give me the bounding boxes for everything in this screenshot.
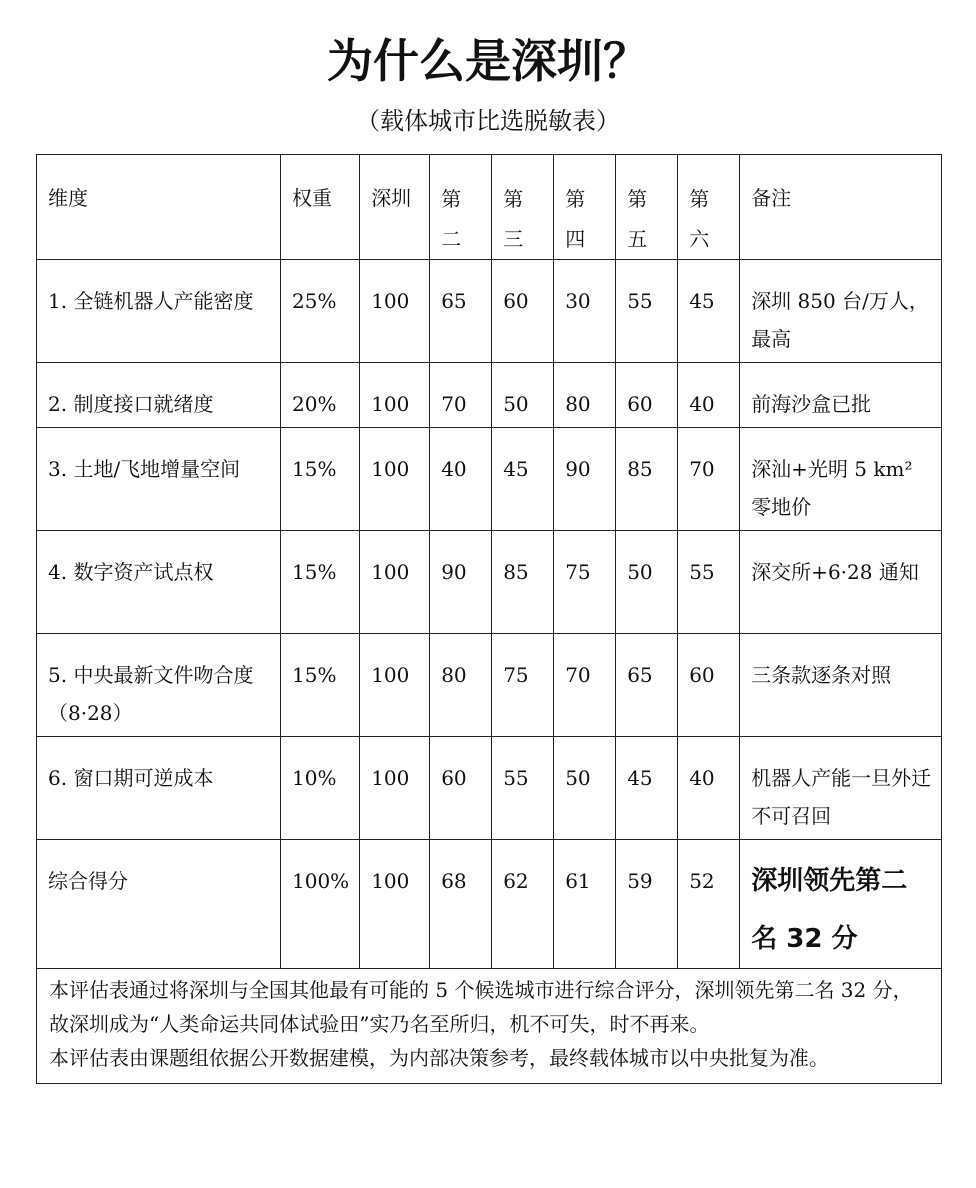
comparison-table (36, 154, 942, 1084)
row-dimension: 4. 数字资产试点权 (48, 560, 214, 584)
header-city-4: 第四 (565, 187, 586, 251)
total-score-city-3: 62 (503, 869, 529, 893)
score-city-5: 60 (627, 392, 653, 416)
total-score-city-6: 52 (689, 869, 715, 893)
score-shenzhen: 100 (371, 663, 410, 687)
total-score-city-2: 68 (441, 869, 467, 893)
score-city-2: 60 (441, 766, 467, 790)
table-row (37, 737, 942, 840)
row-note: 深圳 850 台/万人，最高 (751, 289, 929, 351)
row-dimension: 5. 中央最新文件吻合度（8·28） (48, 663, 254, 725)
row-note: 机器人产能一旦外迁不可召回 (751, 766, 932, 828)
total-weight: 100% (292, 869, 350, 893)
row-weight: 20% (292, 392, 337, 416)
row-dimension: 6. 窗口期可逆成本 (48, 766, 214, 790)
footnote-row (37, 969, 942, 1084)
total-label: 综合得分 (48, 869, 128, 893)
score-city-6: 55 (689, 560, 715, 584)
header-city-5: 第五 (627, 187, 648, 251)
footnote-paragraph-2: 本评估表由课题组依据公开数据建模，为内部决策参考，最终载体城市以中央批复为准。 (49, 1046, 829, 1070)
score-city-2: 65 (441, 289, 467, 313)
score-city-2: 90 (441, 560, 467, 584)
score-city-6: 40 (689, 766, 715, 790)
row-weight: 15% (292, 663, 337, 687)
footnote (37, 969, 941, 1083)
score-city-6: 40 (689, 392, 715, 416)
row-note: 深交所+6·28 通知 (751, 560, 919, 584)
row-weight: 15% (292, 560, 337, 584)
footnote-paragraph-1: 本评估表通过将深圳与全国其他最有可能的 5 个候选城市进行综合评分，深圳领先第二名 32 分，故深圳成为“人类命运共同体试验田”实乃名至所归，机不可失，时不再来。 (49, 978, 913, 1036)
score-city-3: 60 (503, 289, 529, 313)
score-city-6: 45 (689, 289, 715, 313)
score-city-6: 70 (689, 457, 715, 481)
score-city-5: 85 (627, 457, 653, 481)
score-city-4: 90 (565, 457, 591, 481)
total-row (37, 840, 942, 969)
score-city-5: 50 (627, 560, 653, 584)
score-city-2: 40 (441, 457, 467, 481)
score-shenzhen: 100 (371, 392, 410, 416)
table-row (37, 260, 942, 363)
score-shenzhen: 100 (371, 766, 410, 790)
total-note-highlight: 深圳领先第二名 32 分 (751, 866, 908, 954)
score-city-6: 60 (689, 663, 715, 687)
score-shenzhen: 100 (371, 457, 410, 481)
table-row (37, 634, 942, 737)
row-weight: 10% (292, 766, 337, 790)
table-row (37, 428, 942, 531)
score-city-2: 80 (441, 663, 467, 687)
page-title: 为什么是深圳？ (327, 34, 649, 88)
score-city-4: 80 (565, 392, 591, 416)
header-city-2: 第二 (441, 187, 462, 251)
header-city-3: 第三 (503, 187, 524, 251)
row-dimension: 1. 全链机器人产能密度 (48, 289, 254, 313)
score-city-4: 50 (565, 766, 591, 790)
table-row (37, 363, 942, 428)
header-shenzhen: 深圳 (371, 186, 412, 210)
score-city-3: 50 (503, 392, 529, 416)
row-note: 前海沙盒已批 (751, 392, 872, 416)
row-note: 深汕+光明 5 km² 零地价 (751, 457, 913, 519)
header-row (37, 155, 942, 260)
page-subtitle: （载体城市比选脱敏表） (356, 107, 620, 135)
score-shenzhen: 100 (371, 289, 410, 313)
total-score-city-4: 61 (565, 869, 591, 893)
score-city-5: 65 (627, 663, 653, 687)
score-city-2: 70 (441, 392, 467, 416)
row-dimension: 2. 制度接口就绪度 (48, 392, 214, 416)
score-city-3: 45 (503, 457, 529, 481)
header-dimension: 维度 (48, 186, 88, 210)
score-shenzhen: 100 (371, 560, 410, 584)
row-weight: 15% (292, 457, 337, 481)
row-dimension: 3. 土地/飞地增量空间 (48, 457, 241, 481)
score-city-5: 55 (627, 289, 653, 313)
header-note: 备注 (751, 186, 792, 210)
total-score-shenzhen: 100 (371, 869, 410, 893)
score-city-3: 55 (503, 766, 529, 790)
total-score-city-5: 59 (627, 869, 653, 893)
row-weight: 25% (292, 289, 337, 313)
header-city-6: 第六 (689, 187, 710, 251)
score-city-4: 70 (565, 663, 591, 687)
score-city-4: 75 (565, 560, 591, 584)
score-city-3: 75 (503, 663, 529, 687)
row-note: 三条款逐条对照 (751, 663, 892, 687)
score-city-3: 85 (503, 560, 529, 584)
table-row (37, 531, 942, 634)
header-weight: 权重 (292, 186, 332, 210)
score-city-5: 45 (627, 766, 653, 790)
score-city-4: 30 (565, 289, 591, 313)
